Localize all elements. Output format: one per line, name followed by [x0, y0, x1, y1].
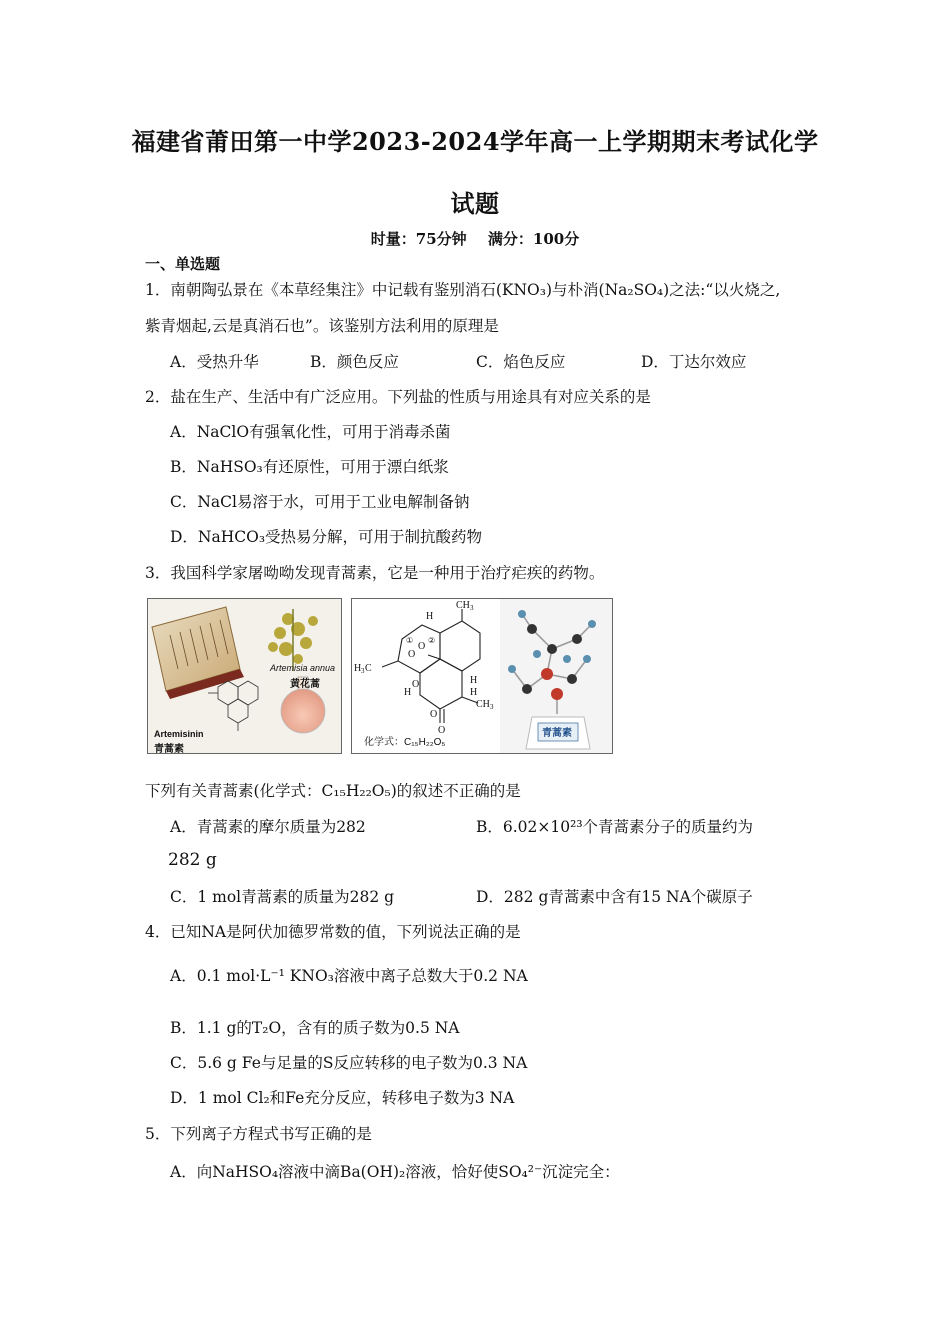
artemisinin-label: Artemisinin — [154, 729, 204, 739]
q5-option-a: A．向NaHSO₄溶液中滴Ba(OH)₂溶液，恰好使SO₄²⁻沉淀完全： — [170, 1163, 620, 1181]
q1-option-c: C．焰色反应 — [476, 353, 566, 371]
svg-text:C: C — [365, 663, 372, 674]
svg-text:H: H — [404, 687, 412, 698]
q3-stem: 3．我国科学家屠呦呦发现青蒿素，它是一种用于治疗疟疾的药物。 — [145, 564, 605, 582]
artemisinin-structure-figure — [351, 598, 613, 754]
exam-meta — [0, 228, 950, 249]
svg-text:O: O — [418, 641, 426, 652]
q1-option-a: A．受热升华 — [170, 353, 259, 371]
bottle-label: 青蒿素 — [542, 728, 572, 739]
svg-text:O: O — [430, 709, 438, 720]
q2-option-d: D．NaHCO₃受热易分解，可用于制抗酸药物 — [170, 528, 483, 546]
q3-option-b: B．6.02×10²³个青蒿素分子的质量约为 — [476, 818, 754, 836]
svg-text:①: ① — [406, 636, 414, 645]
q4-option-b: B．1.1 g的T₂O，含有的质子数为0.5 NA — [170, 1019, 460, 1037]
svg-text:H: H — [426, 611, 434, 622]
q1-stem-line2: 紫青烟起,云是真消石也”。该鉴别方法利用的原理是 — [145, 317, 499, 335]
svg-text:CH: CH — [476, 699, 490, 710]
q2-option-c: C．NaCl易溶于水，可用于工业电解制备钠 — [170, 493, 470, 511]
svg-text:②: ② — [428, 636, 436, 645]
q2-option-a: A．NaClO有强氧化性，可用于消毒杀菌 — [170, 423, 451, 441]
svg-text:3: 3 — [490, 703, 494, 711]
artemisia-photo — [147, 598, 342, 754]
q3-option-a: A．青蒿素的摩尔质量为282 — [170, 818, 366, 836]
svg-text:H: H — [354, 663, 362, 674]
svg-text:H: H — [470, 675, 478, 686]
svg-text:O: O — [438, 725, 446, 736]
structure-formula-label: 化学式：C₁₅H₂₂O₅ — [364, 737, 446, 748]
q4-option-a: A．0.1 mol·L⁻¹ KNO₃溶液中离子总数大于0.2 NA — [170, 967, 528, 985]
svg-text:3: 3 — [361, 667, 365, 675]
exam-title-line2: 试题 — [450, 189, 500, 218]
q4-option-c: C．5.6 g Fe与足量的S反应转移的电子数为0.3 NA — [170, 1054, 528, 1072]
svg-text:H: H — [470, 687, 478, 698]
q3-stem2: 下列有关青蒿素(化学式：C₁₅H₂₂O₅)的叙述不正确的是 — [145, 782, 521, 800]
artemisia-annua-label: Artemisia annua — [270, 663, 336, 673]
q3-option-d: D．282 g青蒿素中含有15 NA个碳原子 — [476, 888, 753, 906]
q4-option-d: D．1 mol Cl₂和Fe充分反应，转移电子数为3 NA — [170, 1089, 515, 1107]
q2-option-b: B．NaHSO₃有还原性，可用于漂白纸浆 — [170, 458, 449, 476]
q1-option-b: B．颜色反应 — [310, 353, 399, 371]
qinghaosu-label: 青蒿素 — [154, 744, 184, 754]
exam-title-line1: 福建省莆田第一中学2023-2024学年高一上学期期末考试化学 — [131, 127, 819, 156]
svg-text:O: O — [408, 649, 416, 660]
svg-text:3: 3 — [470, 604, 474, 612]
q2-stem: 2．盐在生产、生活中有广泛应用。下列盐的性质与用途具有对应关系的是 — [145, 388, 651, 406]
q4-stem: 4．已知NA是阿伏加德罗常数的值，下列说法正确的是 — [145, 923, 521, 941]
svg-text:O: O — [412, 679, 420, 690]
artemisinin-structure-diagram — [352, 599, 612, 753]
q3-option-b-cont: 282 g — [168, 850, 217, 870]
section-heading: 一、单选题 — [145, 255, 221, 273]
score-label: 满分：100分 — [487, 230, 580, 248]
q3-option-c: C．1 mol青蒿素的质量为282 g — [170, 888, 395, 906]
svg-text:CH: CH — [456, 600, 470, 611]
q1-option-d: D．丁达尔效应 — [641, 353, 747, 371]
q1-stem-line1: 1．南朝陶弘景在《本草经集注》中记载有鉴别消石(KNO₃)与朴消(Na₂SO₄)之法:“以火烧之, — [145, 281, 781, 299]
q5-stem: 5．下列离子方程式书写正确的是 — [145, 1125, 372, 1143]
huanghuahao-label: 黄花蒿 — [290, 679, 320, 690]
time-label: 时量：75分钟 — [370, 230, 467, 248]
